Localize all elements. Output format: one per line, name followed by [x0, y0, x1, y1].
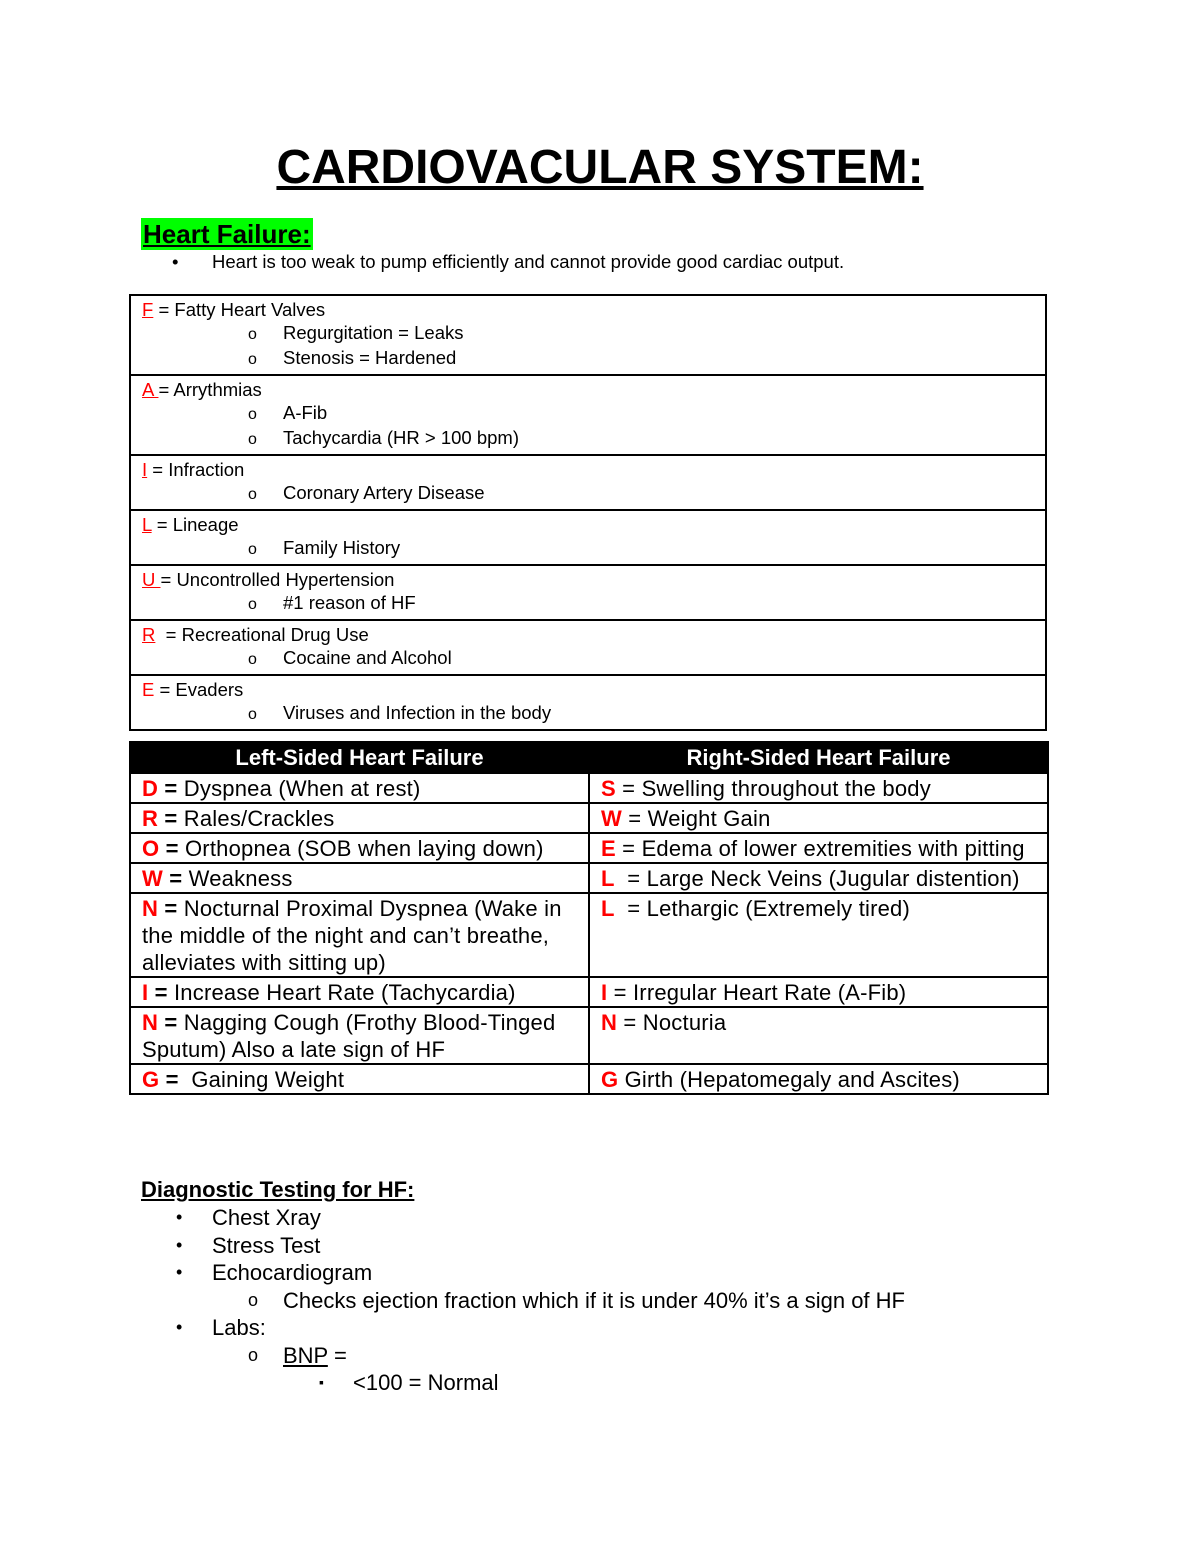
page-title: CARDIOVACULAR SYSTEM: [276, 141, 924, 194]
table-row [131, 374, 1045, 454]
left-cell: R = Rales/Crackles [130, 803, 589, 833]
sub-bullet-icon: o [248, 326, 257, 343]
list-item: o Checks ejection fraction which if it is under 40% it’s a sign of HF [248, 1287, 905, 1313]
table-row [130, 773, 1048, 803]
table-row [131, 619, 1045, 674]
sub-bullet-icon: o [248, 1289, 259, 1310]
left-cell: I = Increase Heart Rate (Tachycardia) [130, 977, 589, 1007]
mnemonic-text: = Infraction [147, 459, 245, 480]
bullet-icon: • [176, 1234, 183, 1255]
mnemonic-text: = Evaders [154, 679, 244, 700]
sub-bullet-icon: o [248, 431, 257, 448]
mnemonic-text: = Arrythmias [158, 379, 262, 400]
sub-item: Regurgitation = Leaks [283, 322, 464, 343]
bullet-icon: • [172, 251, 179, 272]
definition-text: Heart is too weak to pump efficiently and cannot provide good cardiac output. [212, 251, 845, 272]
left-cell: D = Dyspnea (When at rest) [130, 773, 589, 803]
sub-bullet-icon: o [248, 541, 257, 558]
table-row [131, 564, 1045, 619]
sub-bullet-icon: o [248, 651, 257, 668]
bnp-label: BNP [283, 1342, 328, 1368]
right-cell: L = Lethargic (Extremely tired) [589, 893, 1048, 977]
heart-failure-definition [172, 251, 844, 273]
table-row [130, 803, 1048, 833]
right-cell: I = Irregular Heart Rate (A-Fib) [589, 977, 1048, 1007]
sub-item: Viruses and Infection in the body [283, 702, 552, 723]
sub-item: A-Fib [283, 402, 328, 423]
right-cell: S = Swelling throughout the body [589, 773, 1048, 803]
table-row [131, 674, 1045, 729]
mnemonic-text: = Lineage [151, 514, 239, 535]
list-item: • Stress Test [176, 1232, 321, 1258]
sub-item: Stenosis = Hardened [283, 347, 457, 368]
list-item: • Chest Xray [176, 1205, 321, 1230]
sub-bullet-icon: o [248, 486, 257, 503]
diagnostic-list [0, 1204, 1200, 1397]
sub-item: Family History [283, 537, 401, 558]
mnemonic-letter: U [142, 569, 161, 590]
sub-bullet-icon: o [248, 596, 257, 613]
right-cell: L = Large Neck Veins (Jugular distention) [589, 863, 1048, 893]
table-header-row [130, 742, 1048, 773]
left-sided-header: Left-Sided Heart Failure [130, 742, 589, 773]
table-row [130, 833, 1048, 863]
mnemonic-letter: E [142, 679, 155, 700]
list-item: ▪ <100 = Normal [319, 1370, 499, 1395]
mnemonic-letter: I [142, 459, 148, 480]
table-row [131, 296, 1045, 374]
left-cell: N = Nagging Cough (Frothy Blood-Tinged Sputum) Also a late sign of HF [130, 1007, 589, 1064]
bullet-icon: • [176, 1207, 183, 1227]
left-cell: W = Weakness [130, 863, 589, 893]
mnemonic-letter: R [142, 624, 156, 645]
diagnostic-heading: Diagnostic Testing for HF: [141, 1177, 415, 1202]
mnemonic-letter: L [142, 514, 152, 535]
bullet-icon: • [176, 1317, 183, 1337]
sub-item: Cocaine and Alcohol [283, 647, 452, 668]
failure-mnemonic-table [129, 294, 1047, 731]
right-cell: N = Nocturia [589, 1007, 1048, 1064]
sub-item: #1 reason of HF [283, 592, 416, 613]
mnemonic-text: = Recreational Drug Use [155, 624, 369, 645]
sub-bullet-icon: o [248, 351, 257, 368]
table-row [130, 977, 1048, 1007]
right-sided-header: Right-Sided Heart Failure [589, 742, 1048, 773]
table-row [131, 509, 1045, 564]
left-right-heart-failure-table [129, 741, 1049, 1095]
list-item: o BNP = [248, 1342, 347, 1368]
left-cell: G = Gaining Weight [130, 1064, 589, 1094]
bullet-icon: • [176, 1262, 183, 1282]
table-row [130, 893, 1048, 977]
sub-bullet-icon: o [248, 406, 257, 423]
heart-failure-heading: Heart Failure: [143, 219, 311, 249]
sub-item: Tachycardia (HR > 100 bpm) [283, 427, 519, 448]
sub-bullet-icon: o [248, 1344, 259, 1365]
table-row [131, 454, 1045, 509]
sub-item: Coronary Artery Disease [283, 482, 485, 503]
mnemonic-text: = Fatty Heart Valves [153, 299, 326, 320]
mnemonic-letter: A [142, 379, 159, 400]
left-cell: N = Nocturnal Proximal Dyspnea (Wake in the middle of the night and can’t breathe, alleviates with sitting up) [130, 893, 589, 977]
left-cell: O = Orthopnea (SOB when laying down) [130, 833, 589, 863]
list-item: • Labs: [176, 1315, 266, 1340]
square-bullet-icon: ▪ [319, 1374, 324, 1390]
table-row [130, 863, 1048, 893]
list-item: • Echocardiogram [176, 1260, 373, 1285]
right-cell: G Girth (Hepatomegaly and Ascites) [589, 1064, 1048, 1094]
right-cell: E = Edema of lower extremities with pitting [589, 833, 1048, 863]
table-row [130, 1064, 1048, 1094]
right-cell: W = Weight Gain [589, 803, 1048, 833]
sub-bullet-icon: o [248, 706, 257, 723]
mnemonic-text: = Uncontrolled Hypertension [160, 569, 395, 590]
mnemonic-letter: F [142, 299, 154, 320]
table-row [130, 1007, 1048, 1064]
